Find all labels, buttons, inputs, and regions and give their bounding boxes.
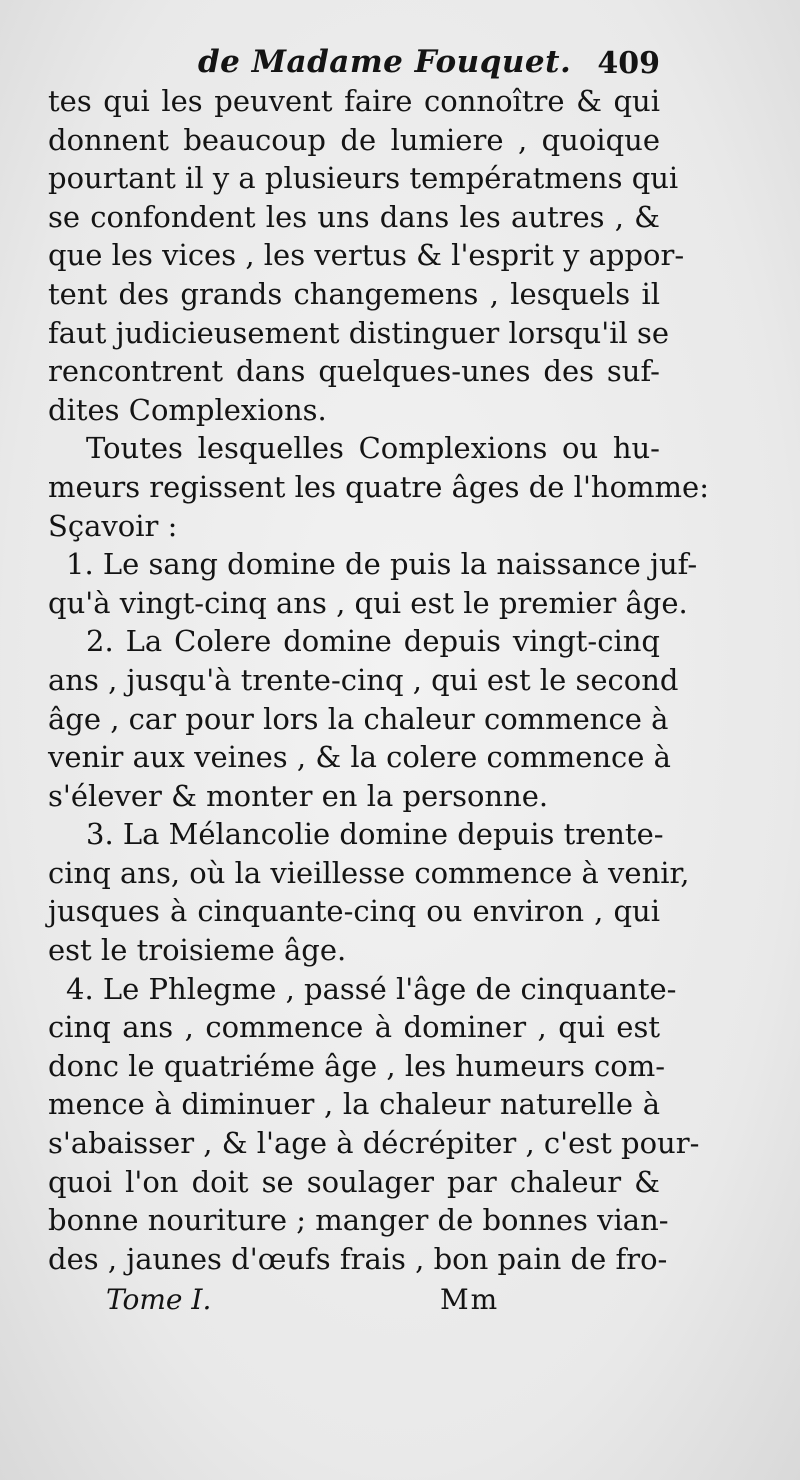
- text-line: des , jaunes d'œufs frais , bon pain de fro-: [48, 1241, 668, 1276]
- text-line: s'élever & monter en la personne.: [48, 778, 549, 813]
- text-line: tent des grands changemens , lesquels il: [48, 276, 660, 311]
- running-title: de Madame Fouquet.: [198, 44, 572, 80]
- text-line: donc le quatriéme âge , les humeurs com-: [48, 1048, 666, 1083]
- page-number: 409: [597, 46, 660, 81]
- text-line: quoi l'on doit se soulager par chaleur &: [48, 1164, 660, 1199]
- text-line: cinq ans , commence à dominer , qui est: [48, 1010, 660, 1045]
- text-line: 2. La Colere domine depuis vingt-cinq: [86, 624, 660, 659]
- text-line: âge , car pour lors la chaleur commence à: [48, 701, 669, 736]
- text-line: s'abaisser , & l'age à décrépiter , c'est pour-: [48, 1126, 700, 1161]
- text-line: bonne nouriture ; manger de bonnes vian-: [48, 1203, 669, 1238]
- signature-mark: Mm: [440, 1283, 500, 1316]
- text-line: qu'à vingt-cinq ans , qui est le premier âge.: [48, 585, 688, 620]
- text-line: rencontrent dans quelques-unes des suf-: [48, 354, 660, 389]
- text-line: venir aux veines , & la colere commence à: [48, 740, 671, 775]
- text-line: donnent beaucoup de lumiere , quoique: [48, 122, 660, 157]
- text-line: mence à diminuer , la chaleur naturelle à: [48, 1087, 660, 1122]
- text-line: pourtant il y a plusieurs températmens qui: [48, 161, 679, 196]
- text-line: 4. Le Phlegme , passé l'âge de cinquante-: [66, 971, 677, 1006]
- text-line: se confondent les uns dans les autres , &: [48, 199, 660, 234]
- tome-label: Tome I.: [106, 1283, 212, 1316]
- text-line: que les vices , les vertus & l'esprit y appor-: [48, 238, 685, 273]
- text-line: Toutes lesquelles Complexions ou hu-: [86, 431, 660, 466]
- text-line: 3. La Mélancolie domine depuis trente-: [86, 817, 664, 852]
- text-line: dites Complexions.: [48, 392, 327, 427]
- page-footer: [48, 1283, 660, 1323]
- text-line: jusques à cinquante-cinq ou environ , qui: [48, 894, 660, 929]
- body-text: [48, 82, 709, 1278]
- text-line: 1. Le sang domine de puis la naissance juf-: [66, 547, 698, 582]
- text-line: Sçavoir :: [48, 508, 178, 543]
- text-line: est le troisieme âge.: [48, 933, 347, 968]
- text-line: cinq ans, où la vieillesse commence à venir,: [48, 855, 690, 890]
- text-line: faut judicieusement distinguer lorsqu'il se: [48, 315, 670, 350]
- text-line: tes qui les peuvent faire connoître & qui: [48, 84, 660, 118]
- text-line: meurs regissent les quatre âges de l'homme:: [48, 469, 709, 504]
- text-line: ans , jusqu'à trente-cinq , qui est le second: [48, 662, 679, 697]
